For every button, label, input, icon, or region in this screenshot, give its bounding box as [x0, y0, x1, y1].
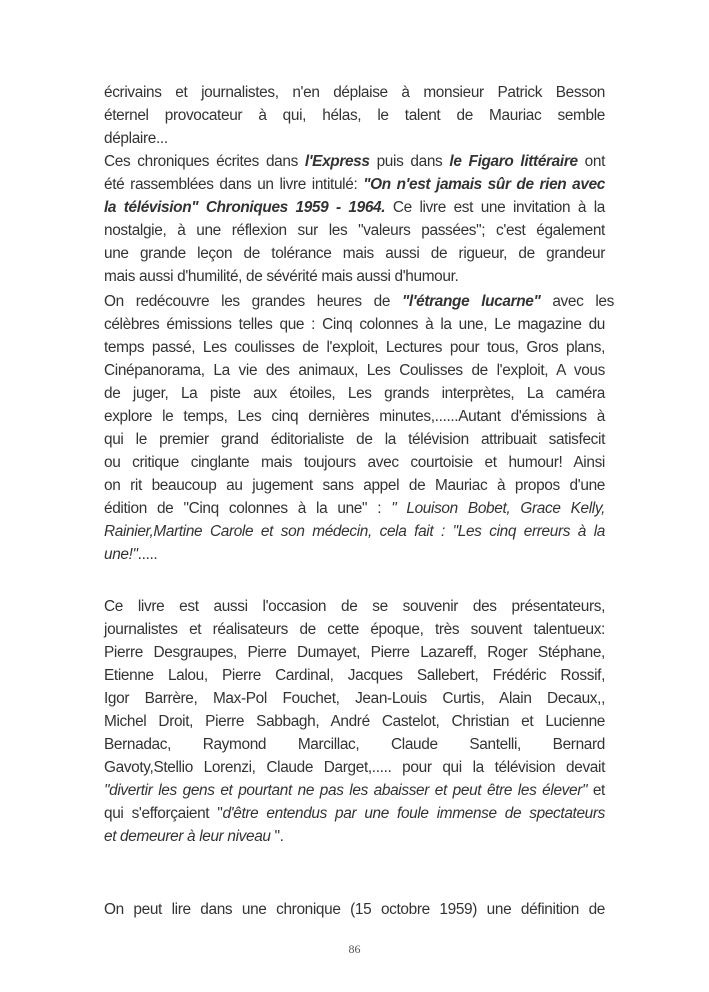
text-line: [104, 733, 605, 756]
text-line: [104, 127, 605, 150]
text-line: [104, 474, 605, 497]
text-line: [104, 359, 605, 382]
text-line: [104, 150, 605, 173]
emphasis-text: "On n'est jamais sûr de rien avec: [363, 176, 605, 193]
text-segment: écrivains et journalistes, n'en déplaise à monsieur Patrick Besson: [104, 84, 605, 101]
text-line: [104, 802, 605, 825]
text-line: [104, 219, 605, 242]
text-segment: de juger, La piste aux étoiles, Les grands interprètes, La caméra: [104, 385, 605, 402]
emphasis-text: l'Express: [304, 153, 370, 170]
text-segment: temps passé, Les coulisses de l'exploit, Lectures pour tous, Gros plans,: [104, 339, 605, 356]
text-segment: Etienne Lalou, Pierre Cardinal, Jacques Sallebert, Frédéric Rossif,: [104, 667, 605, 684]
text-segment: ou critique cinglante mais toujours avec courtoisie et humour! Ainsi: [104, 454, 605, 471]
text-segment: explore le temps, Les cinq dernières minutes,......Autant d'émissions à: [104, 408, 605, 425]
emphasis-text: "divertir les gens et pourtant ne pas les abaisser et peut être les élever": [104, 782, 588, 799]
text-segment: mais aussi d'humilité, de sévérité mais aussi d'humour.: [104, 268, 459, 285]
text-line: [104, 756, 605, 779]
text-line: [104, 81, 605, 104]
text-segment: éternel provocateur à qui, hélas, le talent de Mauriac semble: [104, 107, 605, 124]
text-line: [104, 336, 605, 359]
emphasis-text: le Figaro littéraire: [449, 153, 578, 170]
emphasis-text: et demeurer à leur niveau: [104, 828, 275, 845]
text-segment: Bernadac, Raymond Marcillac, Claude Santelli, Bernard: [104, 736, 605, 753]
text-segment: Michel Droit, Pierre Sabbagh, André Castelot, Christian et Lucienne: [104, 713, 605, 730]
text-line: [104, 173, 605, 196]
text-line: [104, 825, 605, 848]
text-segment: Ce livre est une invitation à la: [385, 199, 605, 216]
text-segment: avec les: [540, 293, 614, 310]
emphasis-text: " Louison Bobet, Grace Kelly,: [391, 500, 605, 517]
text-segment: célèbres émissions telles que : Cinq colonnes à la une, Le magazine du: [104, 316, 605, 333]
text-segment: journalistes et réalisateurs de cette époque, très souvent talentueux:: [104, 621, 605, 638]
text-line: [104, 898, 605, 921]
text-segment: Gavoty,Stellio Lorenzi, Claude Darget,..... pour qui la télévision devait: [104, 759, 605, 776]
text-line: [104, 543, 605, 566]
text-line: [104, 595, 605, 618]
text-segment: Igor Barrère, Max-Pol Fouchet, Jean-Louis Curtis, Alain Decaux,,: [104, 690, 605, 707]
text-line: [104, 313, 605, 336]
emphasis-text: une!": [104, 546, 138, 563]
text-line: [104, 382, 605, 405]
text-line: [104, 641, 605, 664]
text-line: [104, 497, 605, 520]
text-segment: Pierre Desgraupes, Pierre Dumayet, Pierre Lazareff, Roger Stéphane,: [104, 644, 605, 661]
emphasis-text: "l'étrange lucarne": [401, 293, 541, 310]
page-number: 86: [348, 942, 361, 956]
text-line: [104, 710, 605, 733]
text-segment: Ces chroniques écrites dans: [104, 153, 305, 170]
text-segment: On peut lire dans une chronique (15 octobre 1959) une définition de: [104, 901, 605, 918]
text-segment: qui le premier grand éditorialiste de la télévision attribuait satisfecit: [104, 431, 605, 448]
text-segment: édition de "Cinq colonnes à la une" :: [104, 500, 392, 517]
text-line: [104, 196, 605, 219]
emphasis-text: d'être entendus par une foule immense de spectateurs: [222, 805, 605, 822]
text-segment: Ce livre est aussi l'occasion de se souvenir des présentateurs,: [104, 598, 605, 615]
text-line: [104, 290, 614, 313]
text-segment: ".: [274, 828, 284, 845]
text-line: [104, 618, 605, 641]
text-segment: On redécouvre les grandes heures de: [104, 293, 402, 310]
emphasis-text: la télévision" Chroniques 1959 - 1964.: [104, 199, 386, 216]
emphasis-text: Rainier,Martine Carole et son médecin, cela fait : "Les cinq erreurs à la: [104, 523, 605, 540]
text-line: [104, 265, 605, 288]
text-line: [104, 405, 605, 428]
text-segment: été rassemblées dans un livre intitulé:: [104, 176, 364, 193]
text-line: [104, 242, 605, 265]
text-line: [104, 664, 605, 687]
text-segment: ont: [577, 153, 606, 170]
text-line: [104, 104, 605, 127]
text-line: [104, 779, 605, 802]
text-segment: déplaire...: [104, 130, 168, 147]
text-segment: on rit beaucoup au jugement sans appel de Mauriac à propos d'une: [104, 477, 605, 494]
text-segment: qui s'efforçaient ": [104, 805, 223, 822]
text-segment: et: [587, 782, 605, 799]
text-line: [104, 428, 605, 451]
text-segment: une grande leçon de tolérance mais aussi de rigueur, de grandeur: [104, 245, 605, 262]
text-segment: puis dans: [369, 153, 450, 170]
text-segment: Cinépanorama, La vie des animaux, Les Coulisses de l'exploit, A vous: [104, 362, 605, 379]
text-segment: .....: [137, 546, 158, 563]
text-line: [104, 451, 605, 474]
text-line: [104, 687, 605, 710]
text-segment: nostalgie, à une réflexion sur les "valeurs passées"; c'est également: [104, 222, 605, 239]
text-line: [104, 520, 605, 543]
